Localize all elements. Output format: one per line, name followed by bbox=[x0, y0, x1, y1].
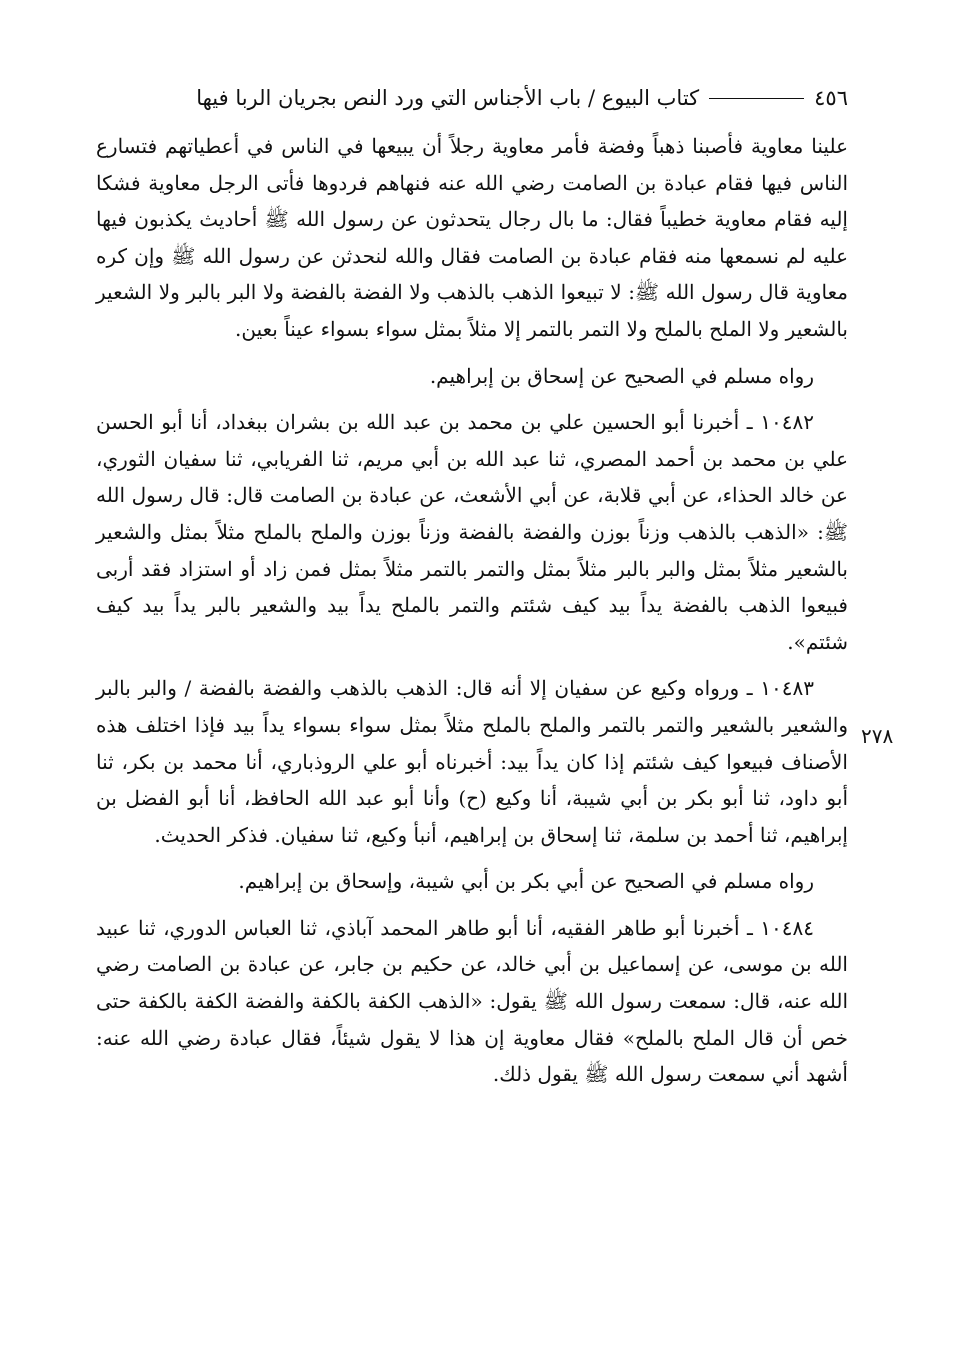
paragraph-hadith-10484: ١٠٤٨٤ ـ أخبرنا أبو طاهر الفقيه، أنا أبو طاهر المحمد آباذي، ثنا العباس الدوري، ثنا عبيد الله بن موسى، عن إسماعيل بن أبي خالد، عن حكيم بن جابر، عن عبادة بن الصامت رضي الله عنه، قال: سمعت رسول الله ﷺ يقول: «الذهب الكفة بالكفة والفضة الكفة بالكفة حتى خص أن قال الملح بالملح» فقال معاوية إن هذا لا يقول شيئاً، فقال عبادة رضي الله عنه: أشهد أني سمعت رسول الله ﷺ يقول ذلك. bbox=[96, 915, 848, 1087]
running-header bbox=[100, 80, 848, 116]
paragraph-continuation: علينا معاوية فأصبنا ذهباً وفضة فأمر معاوية رجلاً أن يبيعها في الناس في أعطياتهم فتسارع الناس فيها فقام عبادة بن الصامت رضي الله عنه فنهاهم فردوها فأتى الرجل معاوية فشكا إليه فقام معاوية خطيباً فقال: ما بال رجال يتحدثون عن رسول الله ﷺ أحاديث يكذبون فيها عليه لم نسمعها منه فقام عبادة بن الصامت فقال والله لنحدثن عن رسول الله ﷺ وإن كره معاوية قال رسول الله ﷺ: لا تبيعوا الذهب بالذهب ولا الفضة بالفضة ولا البر بالبر ولا الشعير بالشعير ولا الملح بالملح ولا التمر بالتمر إلا مثلاً بمثل سواء بسواء عيناً بعين. bbox=[96, 134, 848, 341]
header-rule bbox=[709, 98, 804, 99]
paragraph-attribution: رواه مسلم في الصحيح عن إسحاق بن إبراهيم. bbox=[429, 363, 814, 388]
body-text bbox=[96, 128, 848, 1093]
header-title: كتاب البيوع / باب الأجناس التي ورد النص بجريان الربا فيها bbox=[196, 86, 700, 110]
page-number: ٤٥٦ bbox=[814, 86, 848, 110]
paragraph-hadith-10482: ١٠٤٨٢ ـ أخبرنا أبو الحسين علي بن محمد بن عبد الله بن بشران ببغداد، أنا أبو الحسن علي بن محمد بن أحمد المصري، ثنا عبد الله بن أبي مريم، ثنا الفريابي، ثنا سفيان الثوري، عن خالد الحذاء، عن أبي قلابة، عن أبي الأشعث، عن عبادة بن الصامت قال: قال رسول الله ﷺ: «الذهب بالذهب وزناً بوزن والفضة بالفضة وزناً بوزن والملح بالملح مثلاً بمثل والشعير بالشعير مثلاً بمثل والبر بالبر مثلاً بمثل والتمر بالتمر مثلاً بمثل فمن زاد أو استزاد فقد أربى فبيعوا الذهب بالفضة يداً بيد كيف شئتم والتمر بالملح يداً بيد والشعير بالبر يداً بيد كيف شئتم». bbox=[96, 410, 848, 654]
paragraph-attribution: رواه مسلم في الصحيح عن أبي بكر بن أبي شيبة، وإسحاق بن إبراهيم. bbox=[238, 869, 814, 894]
margin-page-reference: ٢٧٨ bbox=[861, 724, 894, 748]
paragraph-hadith-10483: ١٠٤٨٣ ـ ورواه وكيع عن سفيان إلا أنه قال: الذهب بالذهب والفضة بالفضة / والبر بالبر والشعير بالشعير والتمر بالتمر والملح بالملح مثلاً بمثل سواء بسواء يداً بيد فإذا اختلف هذه الأصناف فبيعوا كيف شئتم إذا كان يداً بيد: أخبرناه أبو علي الروذباري، أنا محمد بن بكر، ثنا أبو داود، ثنا أبو بكر بن أبي شيبة، أنا وكيع (ح) وأنا أبو عبد الله الحافظ، أنا أبو الفضل بن إبراهيم، ثنا أحمد بن سلمة، ثنا إسحاق بن إبراهيم، أنبأ وكيع، ثنا سفيان. فذكر الحديث. bbox=[96, 676, 848, 847]
